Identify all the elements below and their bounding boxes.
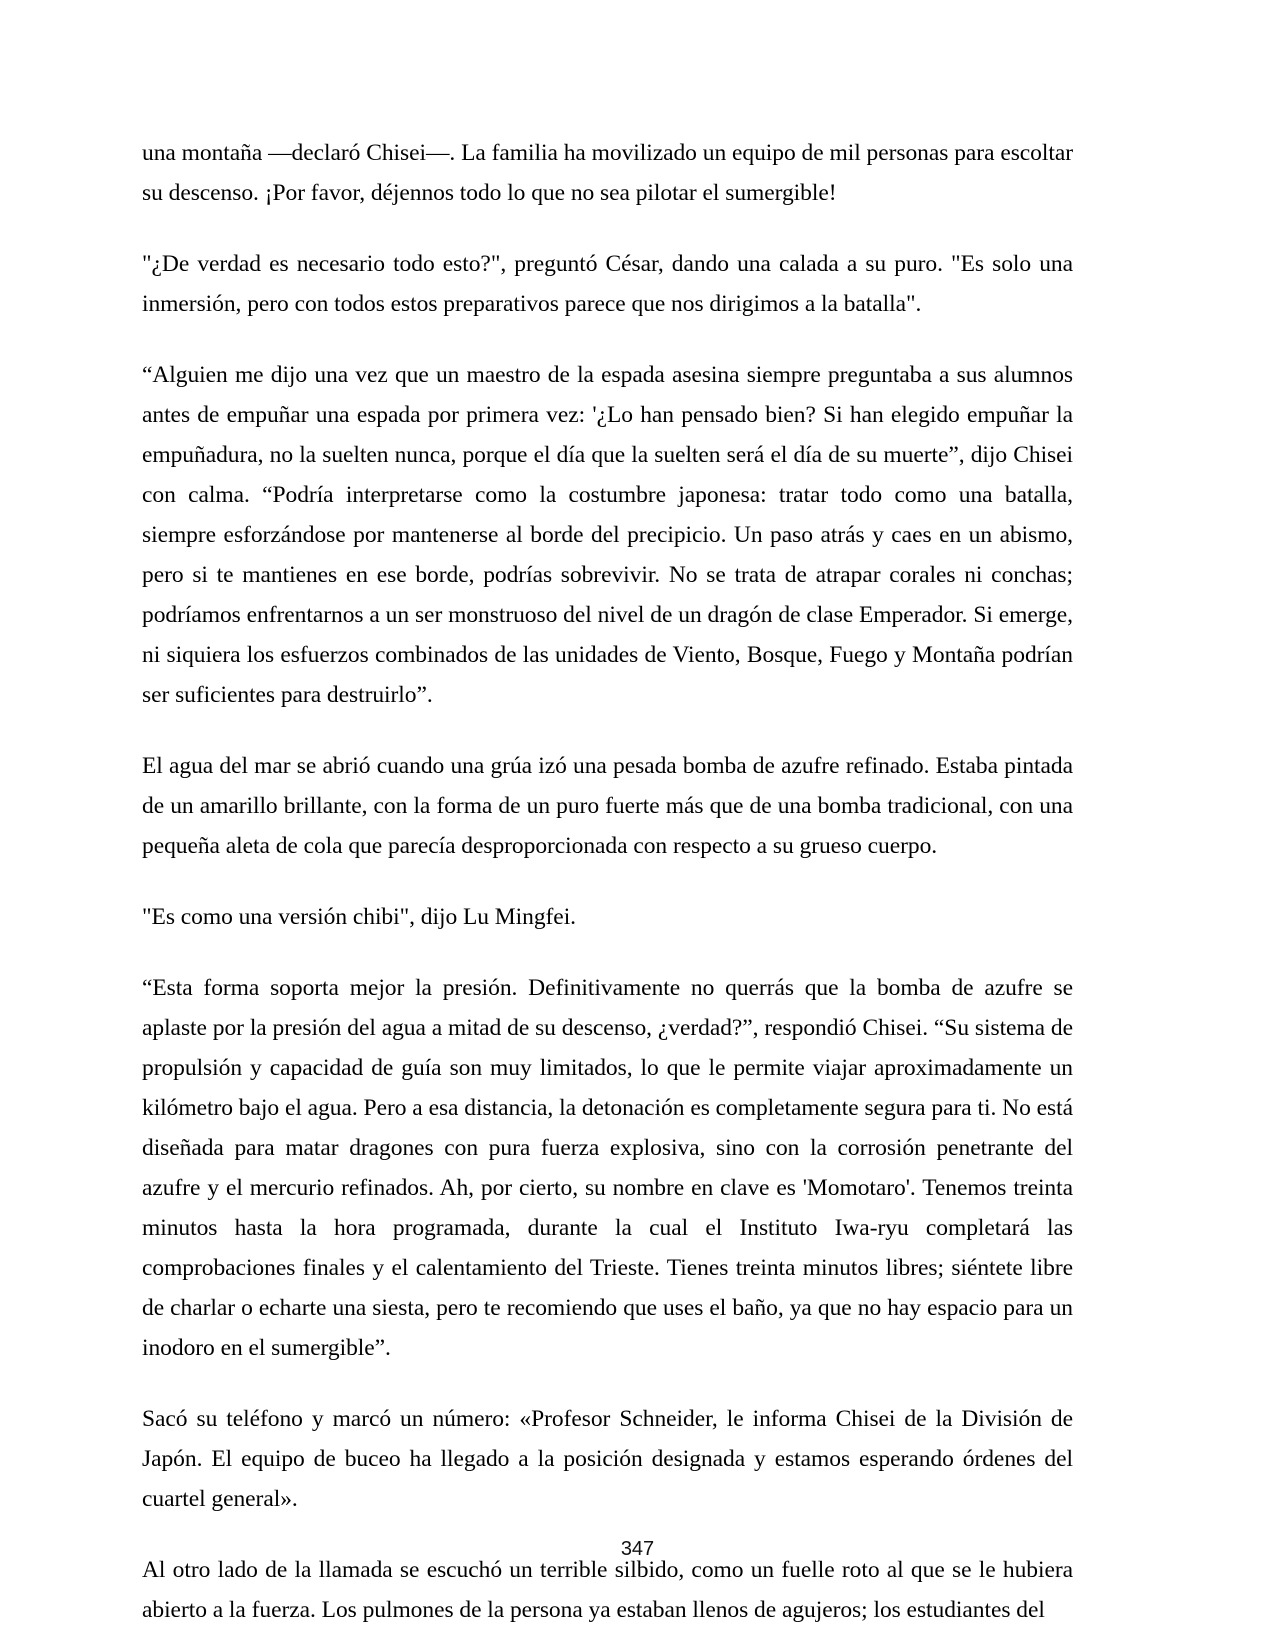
paragraph: Al otro lado de la llamada se escuchó un terrible silbido, como un fuelle roto al que se le hubiera abierto a la fuerza. Los pulmones de la persona ya estaban llenos de agujeros; los estudiantes del <box>142 1557 1073 1623</box>
paragraph: “Alguien me dijo una vez que un maestro de la espada asesina siempre preguntaba a sus alumnos antes de empuñar una espada por primera vez: '¿Lo han pensado bien? Si han elegido empuñar la empuñadura, no la suelten nunca, porque el día que la suelten será el día de su muerte”, dijo Chisei con calma. “Podría interpretarse como la costumbre japonesa: tratar todo como una batalla, siempre esforzándose por mantenerse al borde del precipicio. Un paso atrás y caes en un abismo, pero si te mantienes en ese borde, podrías sobrevivir. No se trata de atrapar corales ni conchas; podríamos enfrentarnos a un ser monstruoso del nivel de un dragón de clase Emperador. Si emerge, ni siquiera los esfuerzos combinados de las unidades de Viento, Bosque, Fuego y Montaña podrían ser suficientes para destruirlo”. <box>142 362 1073 708</box>
paragraph: Sacó su teléfono y marcó un número: «Profesor Schneider, le informa Chisei de la División de Japón. El equipo de buceo ha llegado a la posición designada y estamos esperando órdenes del cuartel general». <box>142 1406 1073 1512</box>
paragraph: "¿De verdad es necesario todo esto?", preguntó César, dando una calada a su puro. "Es solo una inmersión, pero con todos estos preparativos parece que nos dirigimos a la batalla". <box>142 251 1073 317</box>
paragraph: una montaña —declaró Chisei—. La familia ha movilizado un equipo de mil personas para escoltar su descenso. ¡Por favor, déjennos todo lo que no sea pilotar el sumergible! <box>142 140 1073 206</box>
page-number: 347 <box>620 1538 655 1560</box>
paragraph: "Es como una versión chibi", dijo Lu Mingfei. <box>142 904 576 930</box>
paragraph: El agua del mar se abrió cuando una grúa izó una pesada bomba de azufre refinado. Estaba pintada de un amarillo brillante, con la forma de un puro fuerte más que de una bomba tradicional, con una pequeña aleta de cola que parecía desproporcionada con respecto a su grueso cuerpo. <box>142 753 1073 859</box>
body-text-column <box>142 133 1073 1630</box>
paragraph: “Esta forma soporta mejor la presión. Definitivamente no querrás que la bomba de azufre se aplaste por la presión del agua a mitad de su descenso, ¿verdad?”, respondió Chisei. “Su sistema de propulsión y capacidad de guía son muy limitados, lo que le permite viajar aproximadamente un kilómetro bajo el agua. Pero a esa distancia, la detonación es completamente segura para ti. No está diseñada para matar dragones con pura fuerza explosiva, sino con la corrosión penetrante del azufre y el mercurio refinados. Ah, por cierto, su nombre en clave es 'Momotaro'. Tenemos treinta minutos hasta la hora programada, durante la cual el Instituto Iwa-ryu completará las comprobaciones finales y el calentamiento del Trieste. Tienes treinta minutos libres; siéntete libre de charlar o echarte una siesta, pero te recomiendo que uses el baño, ya que no hay espacio para un inodoro en el sumergible”. <box>142 975 1073 1361</box>
